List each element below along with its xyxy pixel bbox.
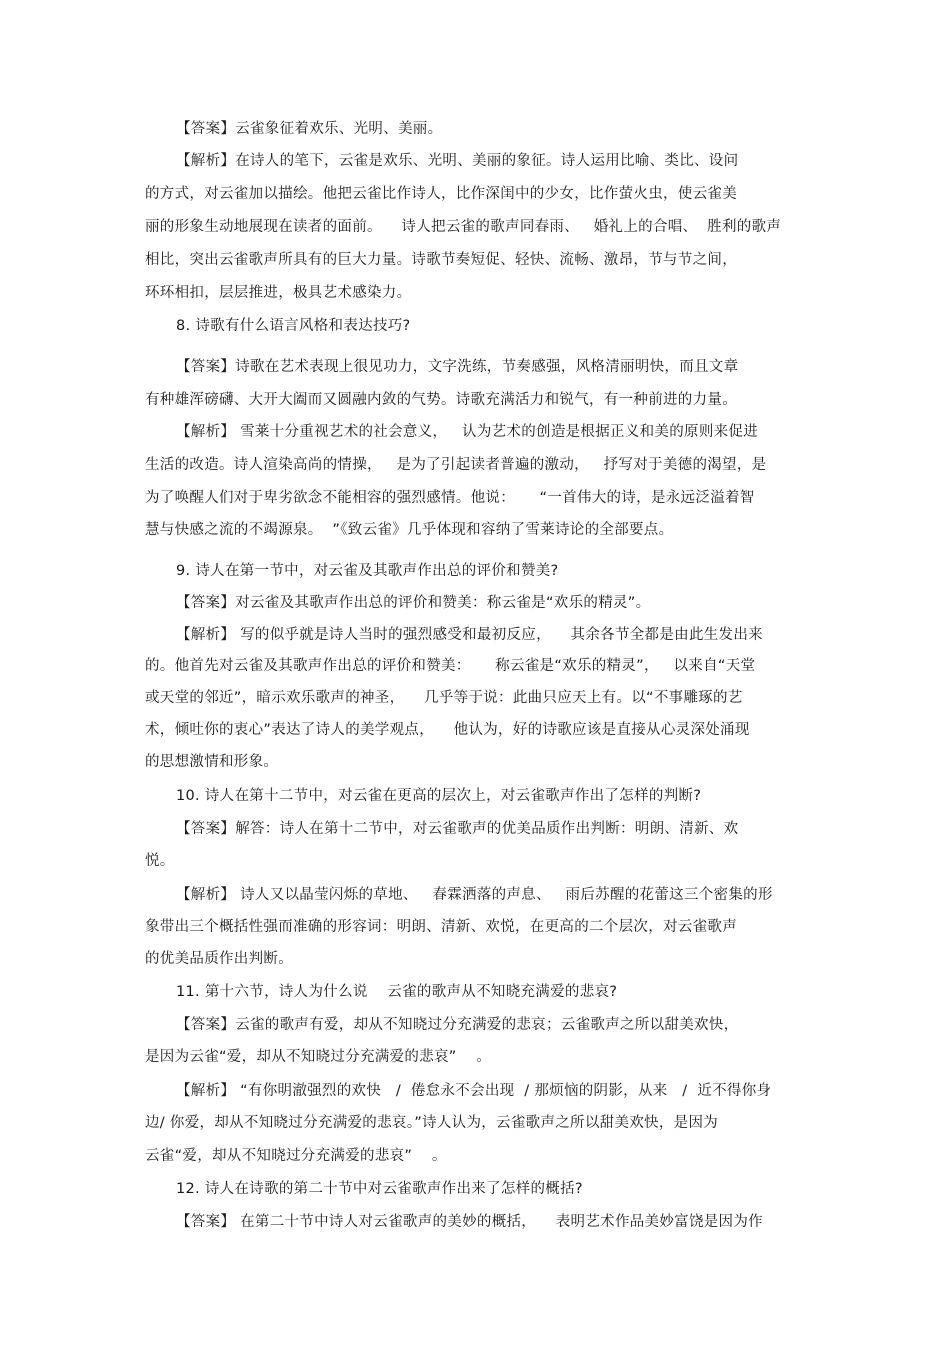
question-heading: 12. 诗人在诗歌的第二十节中对云雀歌声作出来了怎样的概括? (176, 1181, 583, 1197)
text-line: 环环相扣，层层推进，极具艺术感染力。 (145, 285, 412, 301)
text-line: 【答案】 在第二十节中诗人对云雀歌声的美妙的概括， 表明艺术作品美妙富饶是因为作 (176, 1214, 763, 1230)
text-line: 慧与快感之流的不竭源泉。 ”《致云雀》几乎体现和容纳了雪莱诗论的全部要点。 (145, 522, 674, 538)
text-line: 【答案】云雀象征着欢乐、光明、美丽。 (176, 121, 443, 137)
question-heading: 11. 第十六节，诗人为什么说 云雀的歌声从不知晓充满爱的悲哀? (176, 984, 618, 1000)
text-line: 【答案】云雀的歌声有爱，却从不知晓过分充满爱的悲哀；云雀歌声之所以甜美欢快， (176, 1017, 739, 1033)
text-line: 术，倾吐你的衷心”表达了诗人的美学观点， 他认为，好的诗歌应该是直接从心灵深处涌现 (145, 722, 750, 738)
text-line: 【解析】在诗人的笔下，云雀是欢乐、光明、美丽的象征。诗人运用比喻、类比、设问 (176, 153, 739, 169)
text-line: 【答案】解答：诗人在第十二节中，对云雀歌声的优美品质作出判断：明朗、清新、欢 (176, 821, 739, 837)
text-line: 有种雄浑磅礴、大开大阖而又圆融内敛的气势。诗歌充满活力和锐气，有一种前进的力量。 (145, 392, 737, 408)
text-line: 悦。 (145, 853, 175, 869)
text-line: 的。他首先对云雀及其歌声作出总的评价和赞美： 称云雀是“欢乐的精灵”， 以来自“天堂 (145, 658, 756, 674)
text-line: 象带出三个概括性强而准确的形容词：明朗、清新、欢悦，在更高的二个层次，对云雀歌声 (145, 919, 737, 935)
text-line: 【解析】 雪莱十分重视艺术的社会意义， 认为艺术的创造是根据正义和美的原则来促进 (176, 424, 759, 440)
text-line: 【解析】 “有你明澈强烈的欢快 / 倦怠永不会出现 / 那烦恼的阴影，从来 / 近不得你身 (176, 1083, 772, 1099)
text-line: 的方式，对云雀加以描绘。他把云雀比作诗人，比作深闺中的少女，比作萤火虫，使云雀美 (145, 186, 737, 202)
text-line: 【解析】 写的似乎就是诗人当时的强烈感受和最初反应， 其余各节全都是由此生发出来 (176, 627, 763, 643)
text-line: 的思想激情和形象。 (145, 754, 279, 770)
text-line: 或天堂的邻近”，暗示欢乐歌声的神圣， 几乎等于说：此曲只应天上有。以“不事雕琢的艺 (145, 690, 743, 706)
text-line: 是因为云雀“爱，却从不知晓过分充满爱的悲哀” 。 (145, 1049, 492, 1065)
text-line: 【解析】 诗人又以晶莹闪烁的草地、 春霖洒落的声息、 雨后苏醒的花蕾这三个密集的形 (176, 887, 773, 903)
text-line: 【答案】对云雀及其歌声作出总的评价和赞美：称云雀是“欢乐的精灵”。 (176, 595, 651, 611)
text-line: 相比，突出云雀歌声所具有的巨大力量。诗歌节奏短促、轻快、流畅、激昂，节与节之间， (145, 252, 737, 268)
text-line: 丽的形象生动地展现在读者的面前。 诗人把云雀的歌声同春雨、 婚礼上的合唱、 胜利的歌声 (145, 219, 782, 235)
text-line: 云雀“爱，却从不知晓过分充满爱的悲哀” 。 (145, 1148, 447, 1164)
question-heading: 10. 诗人在第十二节中，对云雀在更高的层次上，对云雀歌声作出了怎样的判断? (176, 788, 702, 804)
text-line: 【答案】诗歌在艺术表现上很见功力，文字洗练，节奏感强，风格清丽明快，而且文章 (176, 359, 739, 375)
text-line: 边/ 你爱，却从不知晓过分充满爱的悲哀。”诗人认为，云雀歌声之所以甜美欢快，是因为 (145, 1115, 719, 1131)
question-heading: 8. 诗歌有什么语言风格和表达技巧? (176, 318, 411, 334)
text-line: 为了唤醒人们对于卑劣欲念不能相容的强烈感情。他说： “一首伟大的诗，是永远泛溢着智 (145, 490, 755, 506)
question-heading: 9. 诗人在第一节中，对云雀及其歌声作出总的评价和赞美? (176, 563, 559, 579)
text-line: 的优美品质作出判断。 (145, 951, 293, 967)
text-line: 生活的改造。诗人渲染高尚的情操， 是为了引起读者普遍的激动， 抒写对于美德的渴望，是 (145, 457, 767, 473)
